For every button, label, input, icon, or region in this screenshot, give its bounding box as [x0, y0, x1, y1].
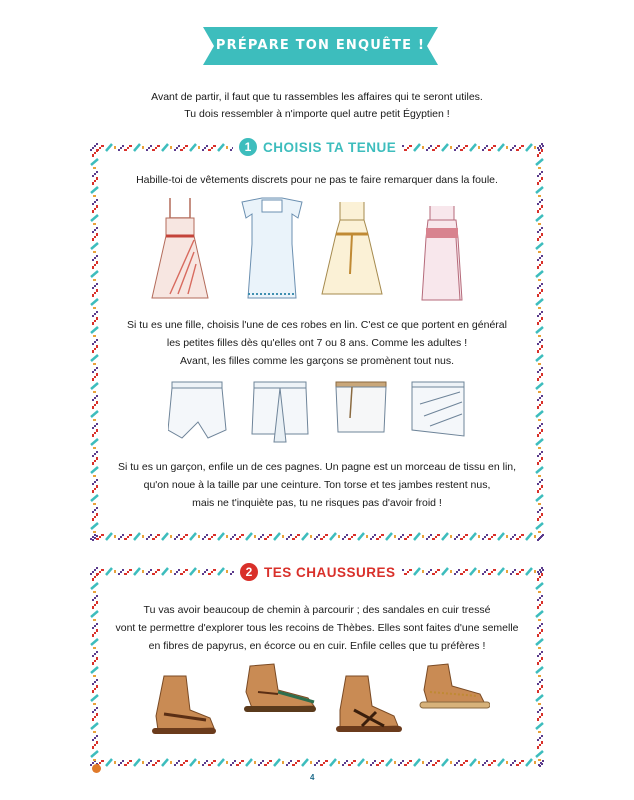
sandals-paragraph [100, 601, 534, 655]
step-number-badge: 1 [239, 138, 257, 156]
dress-2-illustration [242, 198, 302, 298]
loincloths-illustration [168, 380, 468, 444]
loincloth-1-illustration [168, 382, 226, 438]
page-number: 4 [310, 773, 315, 782]
section-2-heading [234, 560, 402, 584]
subtitle-line: Habille-toi de vêtements discrets pour ne pas te faire remarquer dans la foule. [136, 174, 498, 186]
sandal-1-illustration [152, 676, 216, 734]
dress-4-illustration [422, 206, 462, 300]
paragraph-line: vont te permettre d'explorer tous les recoins de Thèbes. Elles sont faites d'une semelle [115, 622, 519, 634]
intro-line: Avant de partir, il faut que tu rassembles les affaires qui te seront utiles. [151, 91, 483, 103]
paragraph-line: les petites filles dès qu'elles ont 7 ou 8 ans. Comme les adultes ! [166, 337, 468, 349]
paragraph-line: qu'on noue à la taille par une ceinture. Ton torse et tes jambes restent nus, [143, 479, 491, 491]
girls-paragraph [100, 316, 534, 370]
decorative-dot [92, 764, 101, 773]
boys-paragraph [100, 458, 534, 512]
pattern-border-bottom [90, 758, 544, 767]
paragraph-line: Si tu es une fille, choisis l'une de ces robes en lin. C'est ce que portent en général [127, 319, 507, 331]
section-1-subtitle [100, 171, 534, 189]
sandal-2-illustration [244, 664, 316, 712]
loincloth-2-illustration [252, 382, 308, 442]
paragraph-line: Avant, les filles comme les garçons se promènent tout nus. [179, 355, 455, 367]
section-heading-text: TES CHAUSSURES [264, 564, 396, 580]
section-1-heading [233, 135, 402, 159]
loincloth-4-illustration [412, 382, 464, 436]
paragraph-line: mais ne t'inquiète pas, tu ne risques pas d'avoir froid ! [192, 497, 442, 509]
dress-1-illustration [152, 198, 208, 298]
dresses-illustration [150, 194, 480, 306]
step-number-badge: 2 [240, 563, 258, 581]
title-banner [203, 27, 438, 65]
section-heading-text: CHOISIS TA TENUE [263, 139, 397, 155]
intro-line: Tu dois ressembler à n'importe quel autre petit Égyptien ! [184, 108, 450, 120]
paragraph-line: Si tu es un garçon, enfile un de ces pagnes. Un pagne est un morceau de tissu en lin, [117, 461, 517, 473]
pattern-border-left [90, 143, 99, 541]
loincloth-3-illustration [336, 382, 386, 432]
paragraph-line: Tu vas avoir beaucoup de chemin à parcourir ; des sandales en cuir tressé [143, 604, 491, 616]
pattern-border-bottom [90, 532, 544, 541]
pattern-border-left [90, 567, 99, 767]
page-title: PRÉPARE TON ENQUÊTE ! [215, 38, 426, 53]
sandal-4-illustration [420, 664, 490, 708]
intro-text [80, 89, 554, 123]
sandals-illustration [150, 662, 490, 740]
pattern-border-right [535, 567, 544, 767]
paragraph-line: en fibres de papyrus, en écorce ou en cuir. Enfile celles que tu préfères ! [148, 640, 486, 652]
pattern-border-right [535, 143, 544, 541]
dress-3-illustration [322, 202, 382, 294]
sandal-3-illustration [336, 676, 402, 732]
